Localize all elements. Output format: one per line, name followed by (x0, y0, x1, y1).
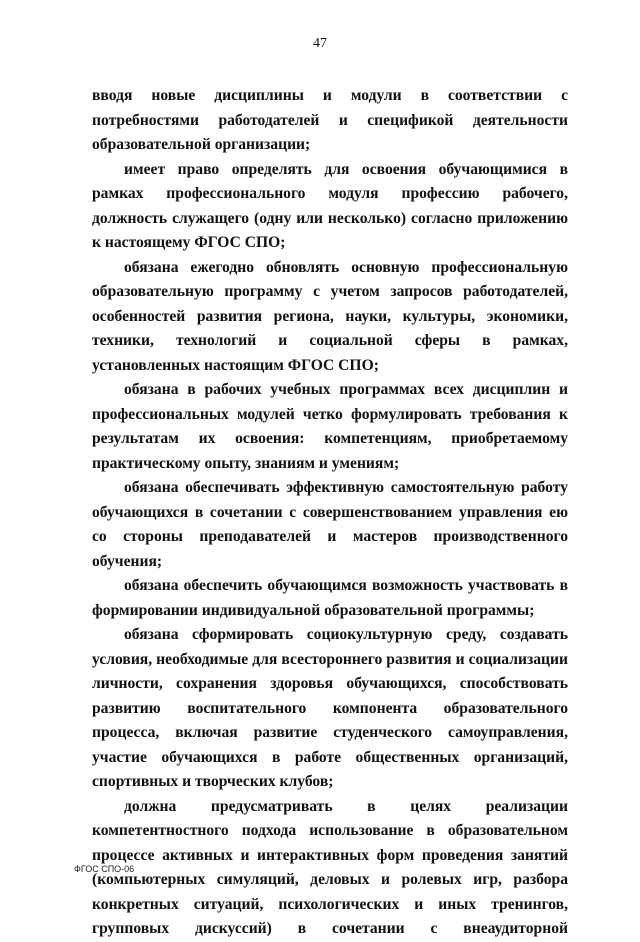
paragraph: должна предусматривать в целях реализации компетентностного подхода использование в образовательном процессе активных и интерактивных форм проведения занятий (компьютерных симуляций, деловых и ролевых игр, разбора конкретных ситуаций, психологических и иных тренингов, групповых дискуссий) в сочетании с внеаудиторной (92, 797, 568, 937)
paragraph: обязана обеспечивать эффективную самостоятельную работу обучающихся в сочетании с совершенствованием управления ею со стороны преподавателей и мастеров производственного обучения; (92, 479, 568, 570)
body-text (92, 84, 568, 942)
paragraph: имеет право определять для освоения обучающимися в рамках профессионального модуля профессию рабочего, должность служащего (одну или несколько) согласно приложению к настоящему ФГОС СПО; (92, 160, 568, 251)
paragraph: обязана сформировать социокультурную среду, создавать условия, необходимые для всестороннего развития и социализации личности, сохранения здоровья обучающихся, способствовать развитию воспитательного компонента образовательного процесса, включая развитие студенческого самоуправления, участие обучающихся в работе общественных организаций, спортивных и творческих клубов; (92, 626, 568, 790)
paragraph: обязана обеспечить обучающимся возможность участвовать в формировании индивидуальной образовательной программы; (92, 577, 568, 619)
page-number: 47 (313, 36, 327, 51)
footer-code: ФГОС СПО-06 (74, 864, 135, 874)
paragraph: обязана ежегодно обновлять основную профессиональную образовательную программу с учетом запросов работодателей, особенностей развития региона, науки, культуры, экономики, техники, технологий и социальной сферы в рамках, установленных настоящим ФГОС СПО; (92, 258, 568, 374)
paragraph: обязана в рабочих учебных программах всех дисциплин и профессиональных модулей четко формулировать требования к результатам их освоения: компетенциям, приобретаемому практическому опыту, знаниям и умениям; (92, 381, 568, 472)
paragraph: вводя новые дисциплины и модули в соответствии с потребностями работодателей и спецификой деятельности образовательной организации; (92, 87, 568, 153)
